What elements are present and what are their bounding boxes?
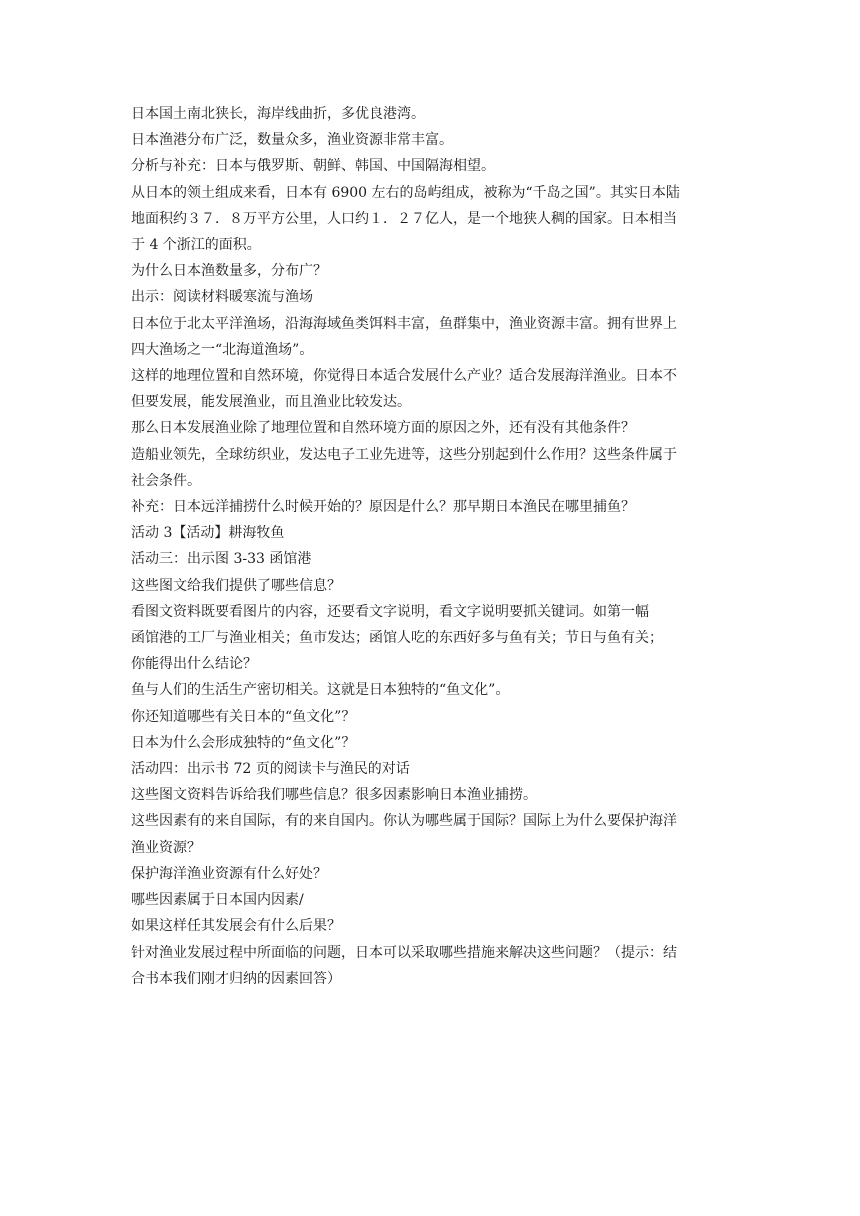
text-line: 活动三：出示图 3-33 函馆港 [131,551,312,568]
text-line: 分析与补充：日本与俄罗斯、朝鲜、韩国、中国隔海相望。 [131,158,495,175]
text-line: 针对渔业发展过程中所面临的问题，日本可以采取哪些措施来解决这些问题？（提示：结 [131,944,677,961]
text-line: 这些图文给我们提供了哪些信息？ [131,577,341,594]
text-line: 但要发展，能发展渔业，而且渔业比较发达。 [131,394,411,411]
text-line: 于 4 个浙江的面积。 [131,237,261,254]
text-line: 保护海洋渔业资源有什么好处？ [131,865,327,882]
document-body [131,101,727,992]
text-line: 看图文资料既要看图片的内容，还要看文字说明，看文字说明要抓关键词。如第一幅 [131,603,649,620]
text-line: 补充：日本远洋捕捞什么时候开始的？原因是什么？那早期日本渔民在哪里捕鱼？ [131,499,635,516]
text-line: 从日本的领土组成来看，日本有 6900 左右的岛屿组成，被称为“千岛之国”。其实日本陆 [131,184,680,201]
text-line: 日本渔港分布广泛，数量众多，渔业资源非常丰富。 [131,132,453,149]
text-line: 那么日本发展渔业除了地理位置和自然环境方面的原因之外，还有没有其他条件？ [131,420,635,437]
text-line: 这些因素有的来自国际，有的来自国内。你认为哪些属于国际？国际上为什么要保护海洋 [131,813,677,830]
text-line: 社会条件。 [131,472,201,489]
text-line: 哪些因素属于日本国内因素/ [131,892,304,909]
text-line: 活动四：出示书 72 页的阅读卡与渔民的对话 [131,761,410,778]
text-line: 鱼与人们的生活生产密切相关。这就是日本独特的“鱼文化”。 [131,682,510,699]
text-line: 为什么日本渔数量多，分布广？ [131,263,327,280]
text-line: 你还知道哪些有关日本的“鱼文化”？ [131,708,356,725]
text-line: 造船业领先，全球纺织业，发达电子工业先进等，这些分别起到什么作用？这些条件属于 [131,446,677,463]
text-line: 地面积约３７．８万平方公里，人口约１．２７亿人，是一个地狭人稠的国家。日本相当 [131,210,677,227]
text-line: 这些图文资料告诉给我们哪些信息？很多因素影响日本渔业捕捞。 [131,787,537,804]
text-line: 合书本我们刚才归纳的因素回答） [131,970,341,987]
text-line: 你能得出什么结论？ [131,656,257,673]
text-line: 出示：阅读材料暖寒流与渔场 [131,289,313,306]
text-line: 日本位于北太平洋渔场，沿海海域鱼类饵料丰富，鱼群集中，渔业资源丰富。拥有世界上 [131,315,677,332]
text-line: 这样的地理位置和自然环境，你觉得日本适合发展什么产业？适合发展海洋渔业。日本不 [131,368,677,385]
text-line: 活动 3【活动】耕海牧鱼 [131,525,285,542]
text-line: 如果这样任其发展会有什么后果？ [131,918,341,935]
text-line: 函馆港的工厂与渔业相关；鱼市发达；函馆人吃的东西好多与鱼有关；节日与鱼有关； [131,630,663,647]
text-line: 渔业资源？ [131,839,201,856]
text-line: 日本为什么会形成独特的“鱼文化”？ [131,734,356,751]
text-line: 四大渔场之一“北海道渔场”。 [131,341,314,358]
text-line: 日本国土南北狭长，海岸线曲折，多优良港湾。 [131,106,425,122]
